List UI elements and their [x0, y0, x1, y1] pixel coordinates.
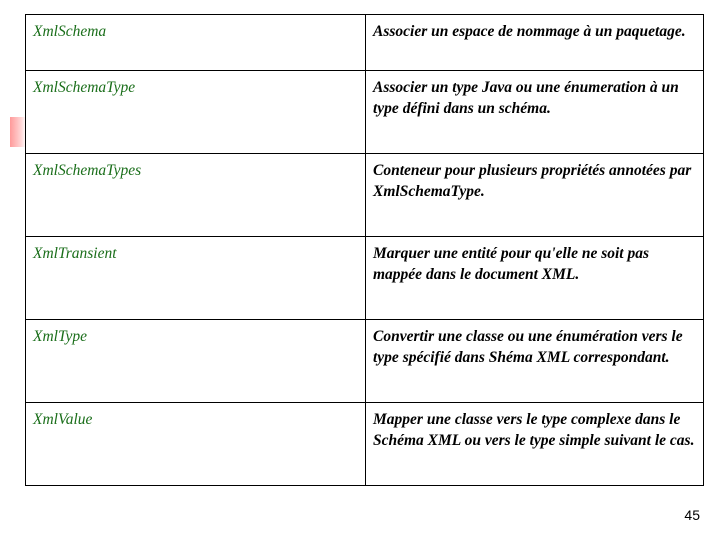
- annotation-description: Marquer une entité pour qu'elle ne soit pas mappée dans le document XML.: [366, 237, 704, 320]
- annotation-description: Associer un type Java ou une énumeration à un type défini dans un schéma.: [366, 71, 704, 154]
- page-number: 45: [684, 507, 700, 523]
- annotation-name: XmlValue: [26, 403, 366, 486]
- table-row: [26, 154, 704, 237]
- annotation-name: XmlSchema: [26, 15, 366, 71]
- table-row: [26, 403, 704, 486]
- annotation-name: XmlSchemaType: [26, 71, 366, 154]
- table-row: [26, 71, 704, 154]
- table-row: [26, 237, 704, 320]
- annotation-description: Convertir une classe ou une énumération vers le type spécifié dans Shéma XML correspondant.: [366, 320, 704, 403]
- annotation-name: XmlType: [26, 320, 366, 403]
- annotation-name: XmlSchemaTypes: [26, 154, 366, 237]
- annotations-table: [25, 14, 704, 486]
- table-row: [26, 15, 704, 71]
- annotation-description: Conteneur pour plusieurs propriétés annotées par XmlSchemaType.: [366, 154, 704, 237]
- annotation-description: Associer un espace de nommage à un paquetage.: [366, 15, 704, 71]
- annotation-description: Mapper une classe vers le type complexe dans le Schéma XML ou vers le type simple suivant le cas.: [366, 403, 704, 486]
- annotation-name: XmlTransient: [26, 237, 366, 320]
- slide-accent-bar: [10, 117, 26, 147]
- table-row: [26, 320, 704, 403]
